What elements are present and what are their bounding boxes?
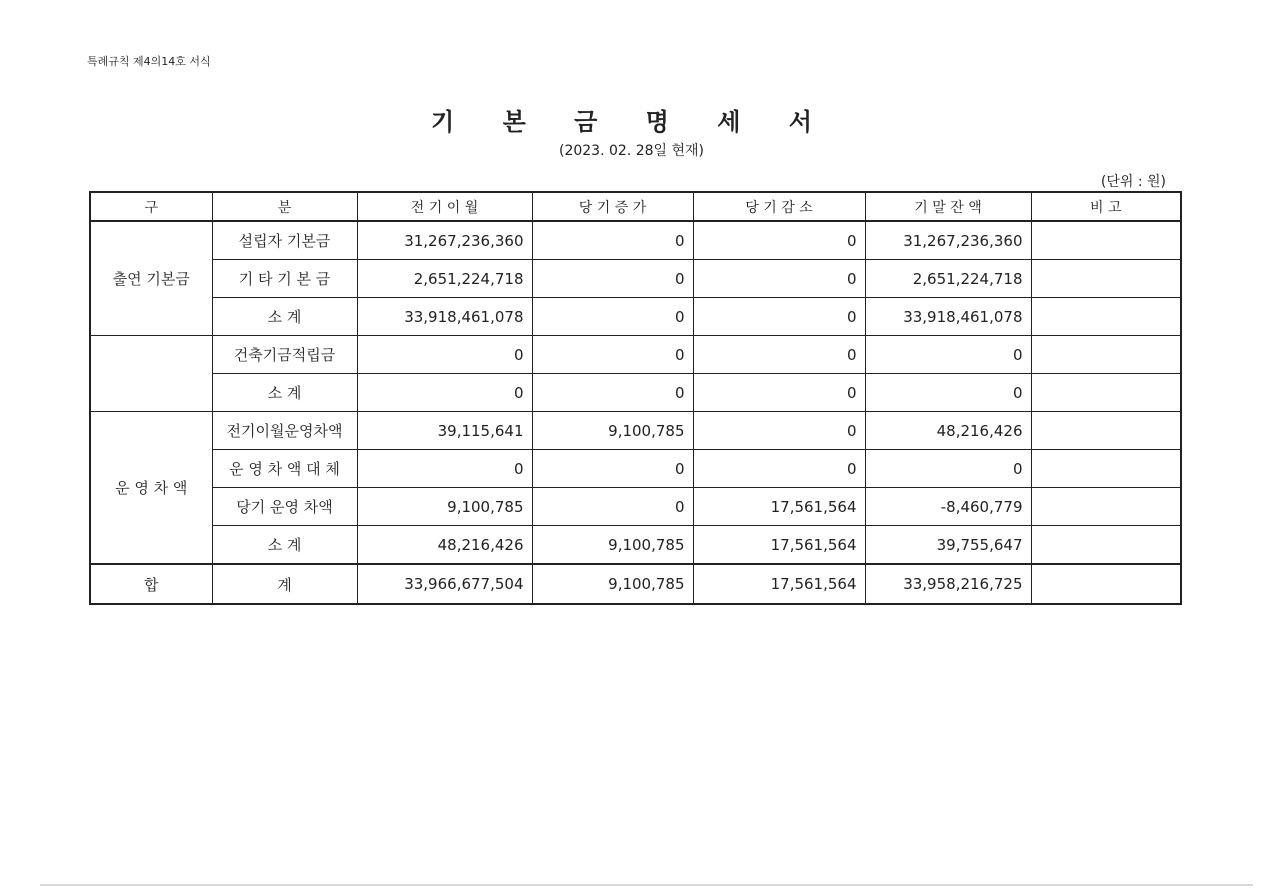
prev-cell: 2,651,224,718 (357, 260, 532, 298)
end-cell: 0 (865, 336, 1031, 374)
prev-cell: 39,115,641 (357, 412, 532, 450)
increase-cell: 0 (532, 221, 693, 260)
group-label (90, 336, 212, 412)
end-cell: 0 (865, 374, 1031, 412)
header-prev-balance: 전 기 이 월 (357, 192, 532, 221)
prev-cell: 31,267,236,360 (357, 221, 532, 260)
prev-cell: 33,918,461,078 (357, 298, 532, 336)
document-title: 기 본 금 명 세 서 (431, 108, 832, 136)
end-cell: 31,267,236,360 (865, 221, 1031, 260)
row-label: 건축기금적립금 (212, 336, 357, 374)
header-end-balance: 기 말 잔 액 (865, 192, 1031, 221)
subtotal-row (90, 298, 1181, 336)
decrease-cell: 0 (693, 221, 865, 260)
end-cell: 2,651,224,718 (865, 260, 1031, 298)
decrease-cell: 0 (693, 412, 865, 450)
table-row (90, 488, 1181, 526)
end-cell: 0 (865, 450, 1031, 488)
increase-cell: 0 (532, 298, 693, 336)
form-code: 특례규칙 제4의14호 서식 (87, 55, 211, 68)
row-label: 소 계 (212, 374, 357, 412)
header-category-right: 분 (212, 192, 357, 221)
decrease-cell: 17,561,564 (693, 526, 865, 565)
scan-edge-line (40, 884, 1253, 886)
decrease-cell: 0 (693, 298, 865, 336)
increase-cell: 0 (532, 450, 693, 488)
increase-cell: 0 (532, 374, 693, 412)
remarks-cell (1031, 298, 1181, 336)
header-remarks: 비 고 (1031, 192, 1181, 221)
increase-cell: 9,100,785 (532, 412, 693, 450)
row-label: 설립자 기본금 (212, 221, 357, 260)
decrease-cell: 0 (693, 374, 865, 412)
group-label: 출연 기본금 (90, 221, 212, 336)
total-prev-cell: 33,966,677,504 (357, 564, 532, 604)
end-cell: -8,460,779 (865, 488, 1031, 526)
total-decrease-cell: 17,561,564 (693, 564, 865, 604)
table-row (90, 260, 1181, 298)
total-remarks-cell (1031, 564, 1181, 604)
group-label: 운 영 차 액 (90, 412, 212, 565)
decrease-cell: 0 (693, 336, 865, 374)
total-label-right: 계 (212, 564, 357, 604)
header-increase: 당 기 증 가 (532, 192, 693, 221)
table-row (90, 450, 1181, 488)
subtotal-row (90, 374, 1181, 412)
decrease-cell: 0 (693, 450, 865, 488)
row-label: 당기 운영 차액 (212, 488, 357, 526)
decrease-cell: 0 (693, 260, 865, 298)
remarks-cell (1031, 412, 1181, 450)
row-label: 운 영 차 액 대 체 (212, 450, 357, 488)
row-label: 소 계 (212, 298, 357, 336)
increase-cell: 0 (532, 488, 693, 526)
prev-cell: 9,100,785 (357, 488, 532, 526)
header-row (90, 192, 1181, 221)
end-cell: 39,755,647 (865, 526, 1031, 565)
prev-cell: 0 (357, 374, 532, 412)
end-cell: 33,918,461,078 (865, 298, 1031, 336)
total-increase-cell: 9,100,785 (532, 564, 693, 604)
header-category-left: 구 (90, 192, 212, 221)
header-decrease: 당 기 감 소 (693, 192, 865, 221)
row-label: 소 계 (212, 526, 357, 565)
increase-cell: 0 (532, 260, 693, 298)
table-row (90, 412, 1181, 450)
remarks-cell (1031, 260, 1181, 298)
endowment-table (89, 191, 1182, 605)
end-cell: 48,216,426 (865, 412, 1031, 450)
subtotal-row (90, 526, 1181, 565)
increase-cell: 9,100,785 (532, 526, 693, 565)
remarks-cell (1031, 336, 1181, 374)
as-of-date: (2023. 02. 28일 현재) (558, 143, 704, 159)
total-label-left: 합 (90, 564, 212, 604)
remarks-cell (1031, 526, 1181, 565)
prev-cell: 48,216,426 (357, 526, 532, 565)
prev-cell: 0 (357, 336, 532, 374)
table-row (90, 336, 1181, 374)
remarks-cell (1031, 374, 1181, 412)
increase-cell: 0 (532, 336, 693, 374)
row-label: 기 타 기 본 금 (212, 260, 357, 298)
row-label: 전기이월운영차액 (212, 412, 357, 450)
table-row (90, 221, 1181, 260)
total-row (90, 564, 1181, 604)
remarks-cell (1031, 488, 1181, 526)
prev-cell: 0 (357, 450, 532, 488)
unit-label: (단위 : 원) (1100, 174, 1166, 190)
total-end-cell: 33,958,216,725 (865, 564, 1031, 604)
remarks-cell (1031, 221, 1181, 260)
decrease-cell: 17,561,564 (693, 488, 865, 526)
remarks-cell (1031, 450, 1181, 488)
